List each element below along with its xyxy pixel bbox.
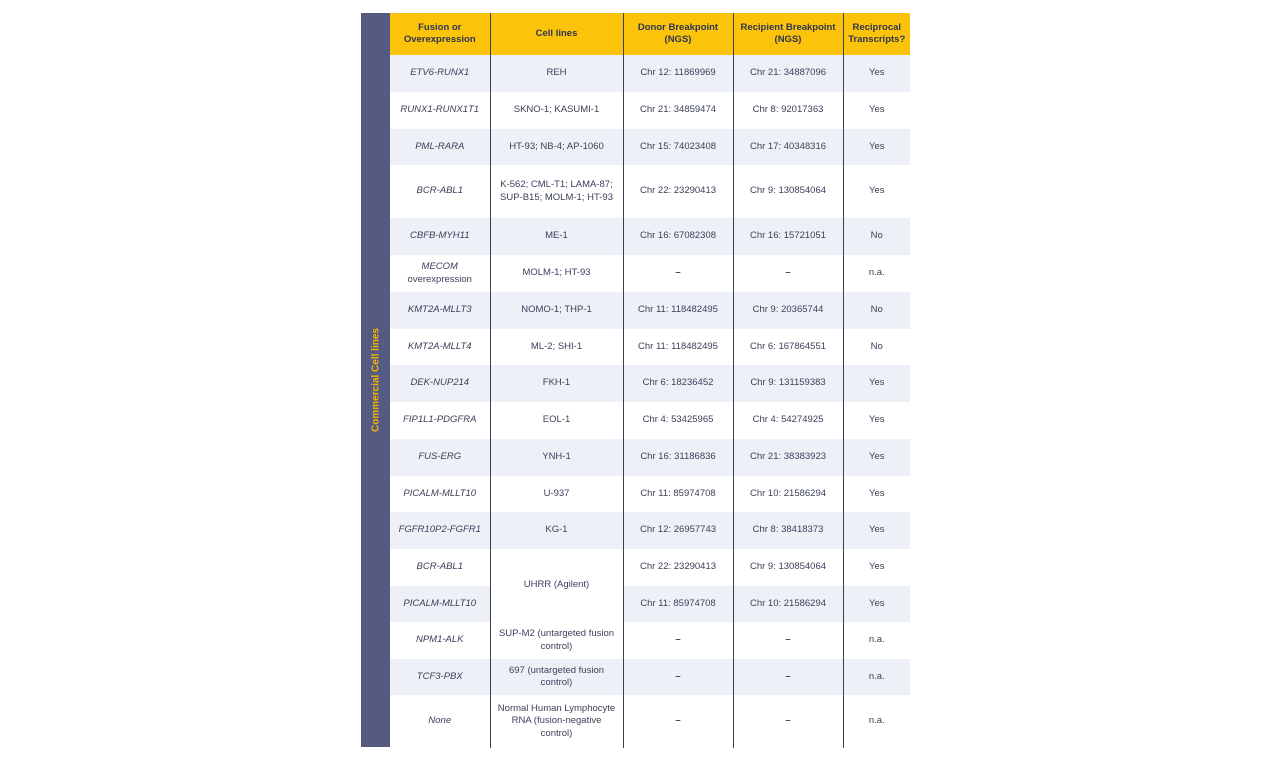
fusion-name: FIP1L1-PDGFRA <box>403 414 477 426</box>
cell-lines-cell: SUP-M2 (untargeted fusion control) <box>490 622 623 659</box>
header-donor: Donor Breakpoint (NGS) <box>623 13 733 55</box>
table-row <box>390 512 910 549</box>
cell-lines-cell: Normal Human Lymphocyte RNA (fusion-negative control) <box>490 695 623 748</box>
donor-cell: Chr 4: 53425965 <box>623 402 733 439</box>
fusion-cell <box>390 55 490 92</box>
recipient-cell: Chr 8: 92017363 <box>733 92 843 129</box>
cell-lines-cell: KG-1 <box>490 512 623 549</box>
fusion-note: overexpression <box>407 273 472 285</box>
fusion-cell <box>390 622 490 659</box>
fusion-name: DEK-NUP214 <box>410 377 470 389</box>
table-row <box>390 622 910 659</box>
fusion-name: BCR-ABL1 <box>416 561 463 573</box>
donor-cell: – <box>623 255 733 292</box>
cell-lines-cell: K-562; CML-T1; LAMA-87; SUP-B15; MOLM-1; HT-93 <box>490 165 623 218</box>
reciprocal-cell: Yes <box>843 586 910 622</box>
fusion-cell <box>390 476 490 512</box>
table-row <box>390 292 910 329</box>
reciprocal-cell: Yes <box>843 549 910 586</box>
fusion-name: PICALM-MLLT10 <box>403 487 477 499</box>
donor-cell: Chr 11: 85974708 <box>623 476 733 512</box>
table-row <box>390 218 910 255</box>
donor-cell: Chr 11: 118482495 <box>623 329 733 365</box>
header-reciprocal: Reciprocal Transcripts? <box>843 13 910 55</box>
side-label: Commercial Cell lines <box>370 328 381 432</box>
fusion-cell <box>390 292 490 329</box>
fusion-name: FGFR10P2-FGFR1 <box>398 524 481 536</box>
donor-cell: Chr 15: 74023408 <box>623 129 733 165</box>
recipient-cell: Chr 17: 40348316 <box>733 129 843 165</box>
table-row <box>390 129 910 165</box>
reciprocal-cell: n.a. <box>843 622 910 659</box>
fusion-cell <box>390 255 490 292</box>
cell-lines-cell: UHRR (Agilent) <box>490 549 623 622</box>
donor-cell: Chr 12: 26957743 <box>623 512 733 549</box>
reciprocal-cell: n.a. <box>843 255 910 292</box>
recipient-cell: – <box>733 695 843 748</box>
recipient-cell: Chr 21: 34887096 <box>733 55 843 92</box>
cell-lines-cell: FKH-1 <box>490 365 623 402</box>
donor-cell: Chr 21: 34859474 <box>623 92 733 129</box>
donor-cell: – <box>623 659 733 695</box>
fusion-cell <box>390 402 490 439</box>
donor-cell: Chr 6: 18236452 <box>623 365 733 402</box>
donor-cell: Chr 16: 67082308 <box>623 218 733 255</box>
fusion-name: PICALM-MLLT10 <box>403 597 477 609</box>
fusion-cell <box>390 586 490 622</box>
cell-lines-cell: SKNO-1; KASUMI-1 <box>490 92 623 129</box>
cell-lines-cell: HT-93; NB-4; AP-1060 <box>490 129 623 165</box>
table-row <box>390 165 910 218</box>
cell-lines-cell: 697 (untargeted fusion control) <box>490 659 623 695</box>
reciprocal-cell: Yes <box>843 365 910 402</box>
reciprocal-cell: Yes <box>843 512 910 549</box>
cell-lines-cell: ME-1 <box>490 218 623 255</box>
fusion-name: KMT2A-MLLT3 <box>407 304 472 316</box>
recipient-cell: Chr 9: 130854064 <box>733 165 843 218</box>
donor-cell: Chr 11: 85974708 <box>623 586 733 622</box>
reciprocal-cell: Yes <box>843 92 910 129</box>
table-row <box>390 695 910 748</box>
reciprocal-cell: n.a. <box>843 695 910 748</box>
donor-cell: Chr 22: 23290413 <box>623 549 733 586</box>
fusion-cell <box>390 365 490 402</box>
recipient-cell: Chr 9: 20365744 <box>733 292 843 329</box>
side-band <box>361 13 390 747</box>
fusion-name: None <box>428 715 452 727</box>
table-row <box>390 255 910 292</box>
table-row <box>390 365 910 402</box>
cell-lines-table <box>390 13 910 748</box>
fusion-cell <box>390 659 490 695</box>
table-row <box>390 586 910 622</box>
table-row <box>390 476 910 512</box>
cell-lines-cell: MOLM-1; HT-93 <box>490 255 623 292</box>
donor-cell: Chr 16: 31186836 <box>623 439 733 476</box>
fusion-name: FUS-ERG <box>418 451 462 463</box>
fusion-name: PML-RARA <box>415 140 465 152</box>
fusion-name: CBFB-MYH11 <box>410 230 470 242</box>
recipient-cell: Chr 21: 38383923 <box>733 439 843 476</box>
table-row <box>390 92 910 129</box>
table-header-row <box>390 13 910 55</box>
reciprocal-cell: Yes <box>843 402 910 439</box>
recipient-cell: Chr 8: 38418373 <box>733 512 843 549</box>
table-row <box>390 549 910 586</box>
recipient-cell: Chr 4: 54274925 <box>733 402 843 439</box>
fusion-cell <box>390 92 490 129</box>
table-row <box>390 329 910 365</box>
reciprocal-cell: No <box>843 292 910 329</box>
fusion-name: BCR-ABL1 <box>416 185 463 197</box>
cell-lines-cell: YNH-1 <box>490 439 623 476</box>
header-cell-lines: Cell lines <box>490 13 623 55</box>
donor-cell: Chr 22: 23290413 <box>623 165 733 218</box>
cell-lines-cell: NOMO-1; THP-1 <box>490 292 623 329</box>
fusion-name: KMT2A-MLLT4 <box>407 340 472 352</box>
fusion-cell <box>390 512 490 549</box>
fusion-cell <box>390 165 490 218</box>
fusion-name: MECOM <box>421 261 458 273</box>
reciprocal-cell: Yes <box>843 476 910 512</box>
fusion-name: TCF3-PBX <box>416 670 463 682</box>
reciprocal-cell: Yes <box>843 55 910 92</box>
table-row <box>390 659 910 695</box>
donor-cell: Chr 12: 11869969 <box>623 55 733 92</box>
reciprocal-cell: Yes <box>843 129 910 165</box>
header-recipient: Recipient Breakpoint (NGS) <box>733 13 843 55</box>
donor-cell: – <box>623 695 733 748</box>
cell-lines-cell: EOL-1 <box>490 402 623 439</box>
cell-lines-cell: U-937 <box>490 476 623 512</box>
reciprocal-cell: No <box>843 218 910 255</box>
cell-lines-cell: REH <box>490 55 623 92</box>
recipient-cell: Chr 9: 130854064 <box>733 549 843 586</box>
recipient-cell: Chr 9: 131159383 <box>733 365 843 402</box>
fusion-cell <box>390 218 490 255</box>
recipient-cell: Chr 10: 21586294 <box>733 476 843 512</box>
table-row <box>390 439 910 476</box>
cell-lines-cell: ML-2; SHI-1 <box>490 329 623 365</box>
header-fusion: Fusion or Overexpression <box>390 13 490 55</box>
recipient-cell: Chr 6: 167864551 <box>733 329 843 365</box>
recipient-cell: Chr 10: 21586294 <box>733 586 843 622</box>
fusion-cell <box>390 549 490 586</box>
reciprocal-cell: n.a. <box>843 659 910 695</box>
recipient-cell: – <box>733 659 843 695</box>
donor-cell: – <box>623 622 733 659</box>
fusion-name: NPM1-ALK <box>415 634 464 646</box>
reciprocal-cell: Yes <box>843 439 910 476</box>
fusion-name: RUNX1-RUNX1T1 <box>400 104 480 116</box>
recipient-cell: Chr 16: 15721051 <box>733 218 843 255</box>
table-row <box>390 402 910 439</box>
recipient-cell: – <box>733 622 843 659</box>
fusion-cell <box>390 695 490 748</box>
fusion-cell <box>390 329 490 365</box>
donor-cell: Chr 11: 118482495 <box>623 292 733 329</box>
reciprocal-cell: Yes <box>843 165 910 218</box>
table-row <box>390 55 910 92</box>
fusion-name: ETV6-RUNX1 <box>410 67 470 79</box>
reciprocal-cell: No <box>843 329 910 365</box>
recipient-cell: – <box>733 255 843 292</box>
fusion-cell <box>390 129 490 165</box>
fusion-cell <box>390 439 490 476</box>
